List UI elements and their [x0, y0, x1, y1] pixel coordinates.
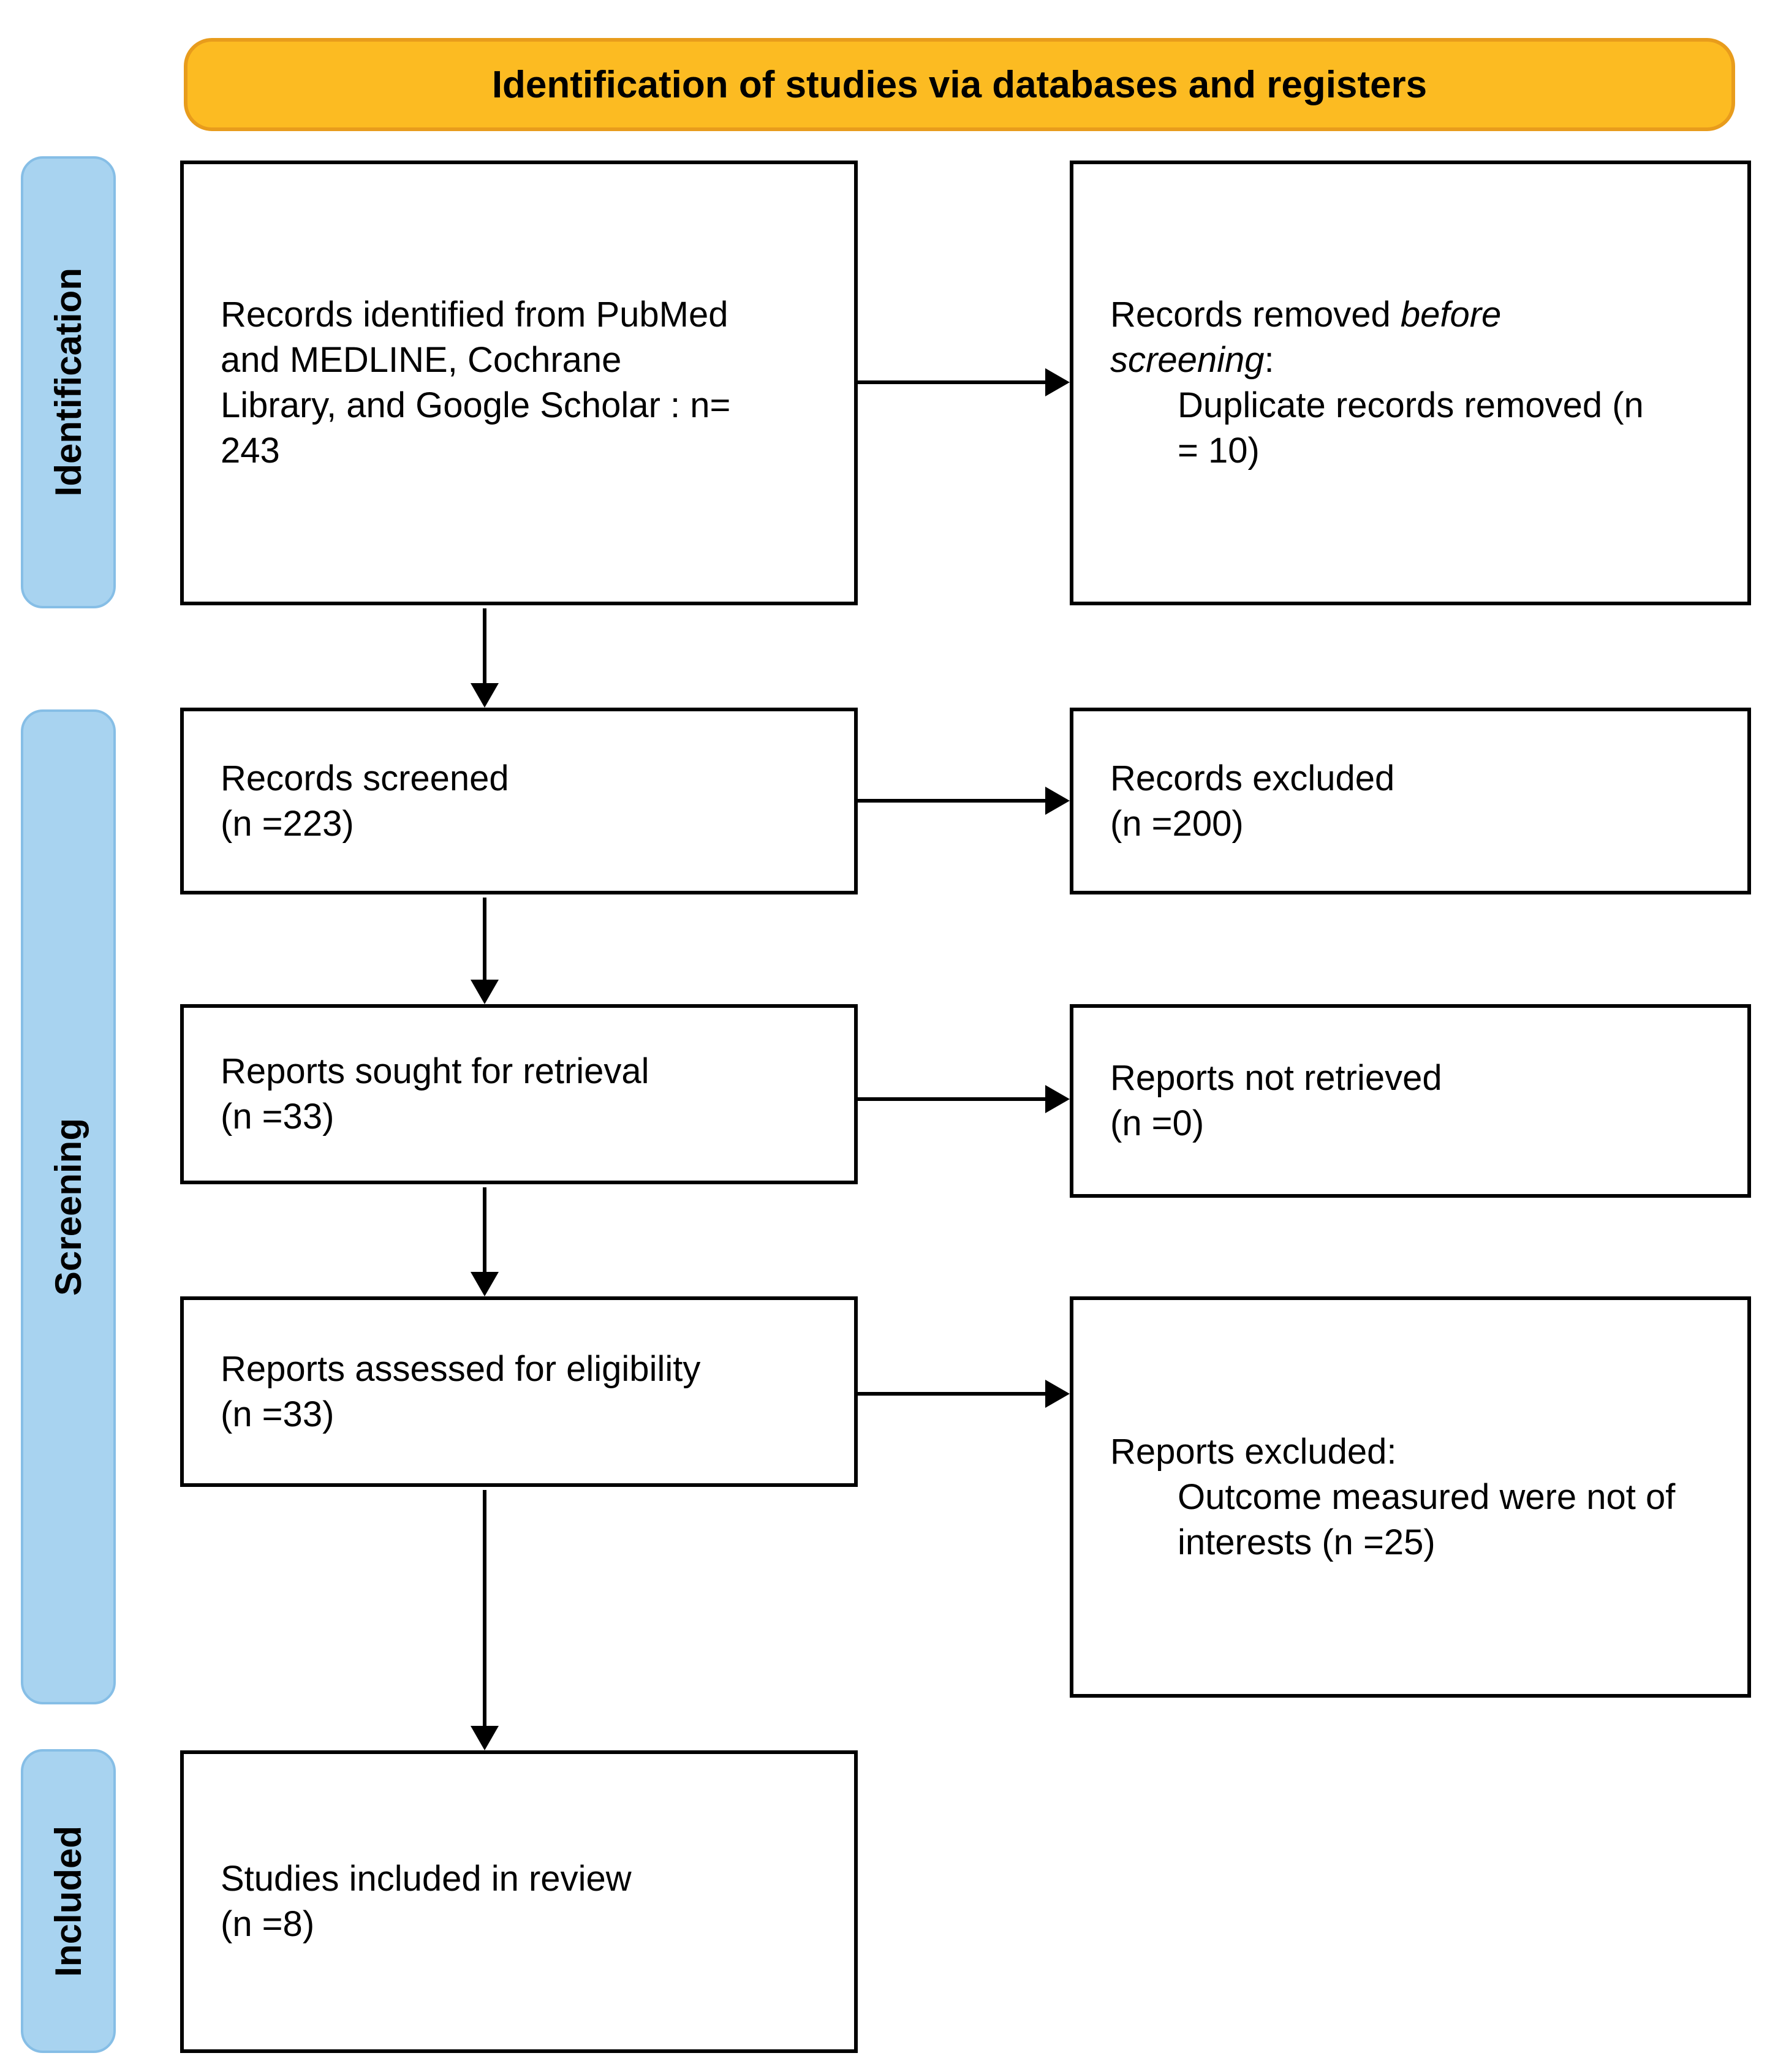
box-text-line: (n =200) — [1110, 803, 1244, 844]
arrow-sought-to-assessed — [483, 1187, 486, 1272]
stage-label-identification — [21, 156, 116, 608]
box-text-line: and MEDLINE, Cochrane — [221, 340, 622, 380]
box-text-line: Outcome measured were not of interests (n =25) — [1178, 1476, 1676, 1562]
box-reports-not-retrieved — [1070, 1004, 1751, 1198]
records-removed-italic: before screening — [1110, 295, 1502, 380]
box-text-line: Records identified from PubMed — [221, 295, 728, 335]
records-removed-suffix: : — [1264, 340, 1274, 380]
arrow-assessed-to-included — [483, 1490, 486, 1726]
box-text-line: (n =33) — [221, 1097, 335, 1136]
box-text-line: (n =223) — [221, 803, 354, 844]
arrow-assessed-to-reports-excluded — [858, 1392, 1045, 1396]
records-removed-prefix: Records removed — [1110, 295, 1401, 335]
box-studies-included — [180, 1750, 858, 2053]
stage-label-screening-text: Screening — [48, 1117, 89, 1296]
box-text-line: Reports excluded: — [1110, 1431, 1397, 1472]
stage-label-identification-text: Identification — [48, 268, 89, 497]
diagram-title-banner — [184, 38, 1735, 131]
box-text-line: Library, and Google Scholar : n= — [221, 385, 731, 425]
diagram-title: Identification of studies via databases and registers — [491, 63, 1428, 106]
box-records-excluded — [1070, 708, 1751, 894]
box-text-line: Reports not retrieved — [1110, 1058, 1442, 1098]
box-text-line: Records screened — [221, 758, 509, 798]
box-text-line: (n =33) — [221, 1394, 335, 1434]
stage-label-included — [21, 1749, 116, 2053]
box-text-line: Reports assessed for eligibility — [221, 1348, 701, 1389]
arrow-identified-to-removed — [858, 380, 1045, 384]
box-records-screened — [180, 708, 858, 894]
box-records-identified — [180, 161, 858, 605]
box-reports-sought — [180, 1004, 858, 1184]
box-text-line: Duplicate records removed (n = 10) — [1178, 385, 1644, 471]
arrow-sought-to-not-retrieved — [858, 1097, 1045, 1101]
arrow-identified-to-screened — [483, 608, 486, 683]
box-reports-excluded — [1070, 1296, 1751, 1698]
box-reports-assessed — [180, 1296, 858, 1487]
arrow-screened-to-excluded — [858, 799, 1045, 803]
box-text-line: Studies included in review — [221, 1859, 632, 1899]
box-text-line: (n =0) — [1110, 1103, 1205, 1143]
box-records-removed — [1070, 161, 1751, 605]
box-text-line: Reports sought for retrieval — [221, 1051, 649, 1091]
arrow-screened-to-sought — [483, 898, 486, 980]
stage-label-screening — [21, 709, 116, 1704]
box-text-line: 243 — [221, 431, 280, 471]
box-text-line — [1110, 292, 1674, 383]
stage-label-included-text: Included — [48, 1825, 89, 1977]
box-text-line: Records excluded — [1110, 758, 1395, 798]
box-text-line: (n =8) — [221, 1904, 315, 1944]
